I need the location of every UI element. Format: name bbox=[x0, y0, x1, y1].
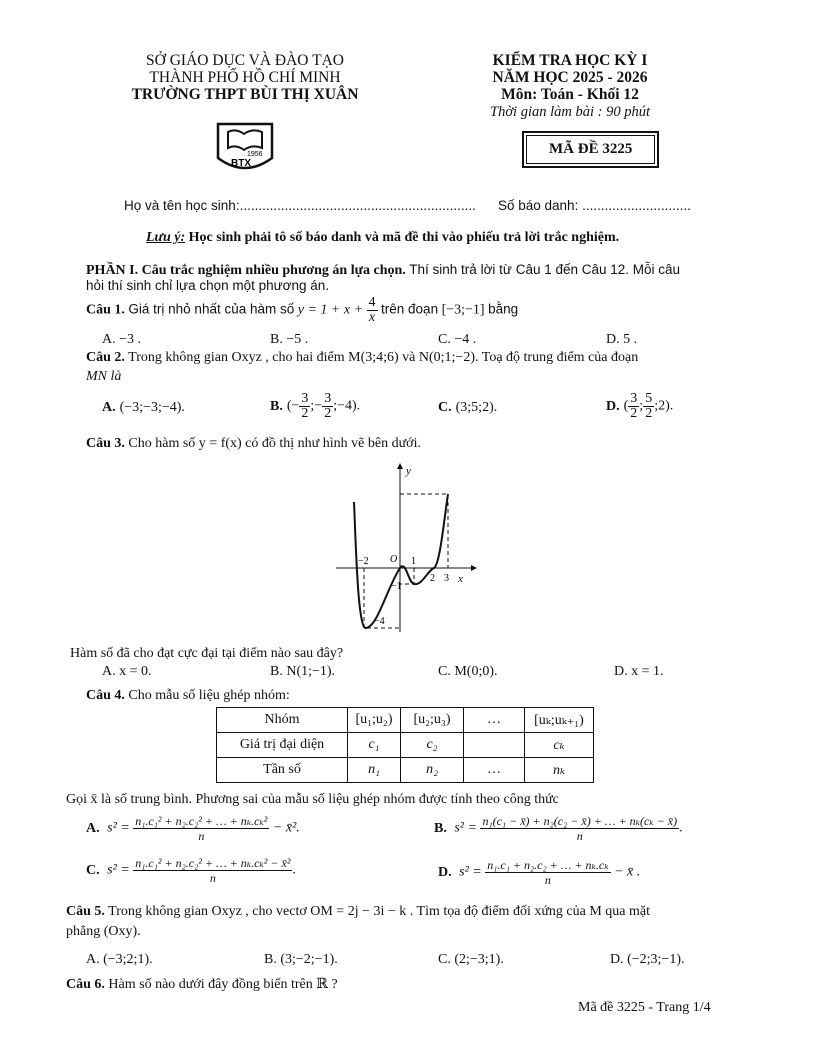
q3-option-b[interactable]: B. N(1;−1). bbox=[270, 664, 336, 679]
city-name: THÀNH PHỐ HỒ CHÍ MINH bbox=[149, 69, 341, 86]
q3-option-c[interactable]: C. M(0;0). bbox=[438, 664, 498, 679]
logo-text: BTX bbox=[231, 158, 251, 169]
table-row: Tần số n₁ n₂ … nₖ bbox=[217, 758, 594, 783]
tick-2: 2 bbox=[430, 573, 435, 584]
q4-option-c[interactable]: C. s² = $\frac{\text{n₁.c₁² + n₂.c₂² + … + nₖ.cₖ² − x̄²}}{n}$ . bbox=[86, 856, 296, 885]
q4-label: Câu 4. bbox=[86, 688, 125, 703]
q4-text: Cho mẫu số liệu ghép nhóm: bbox=[128, 688, 290, 703]
q2-line1: Trong không gian Oxyz , cho hai điểm M(3;4;6) và N(0;1;−2). Toạ độ trung điểm của đoạn bbox=[128, 350, 639, 365]
q1-function: y = 1 + x + bbox=[297, 302, 364, 318]
part1-text: Thí sinh trả lời từ Câu 1 đến Câu 12. Mỗi câu bbox=[405, 262, 681, 277]
q4-option-b[interactable]: B. s² = $\frac{\text{n₁(c₁ − x̄) + n₂(c₂ − x̄) + … + nₖ(cₖ − x̄)}}{n}$ . bbox=[434, 814, 683, 843]
student-id-field[interactable]: Số báo danh: ............................. bbox=[498, 198, 691, 213]
q1-option-d[interactable]: D. 5 . bbox=[606, 332, 638, 347]
note-text: Học sinh phải tô số báo danh và mã đề thi vào phiếu trả lời trắc nghiệm. bbox=[185, 230, 620, 245]
page-footer: Mã đề 3225 - Trang 1/4 bbox=[578, 1000, 711, 1015]
part1-intro bbox=[86, 262, 680, 279]
logo-year: 1956 bbox=[247, 151, 263, 158]
q1-text-c: bằng bbox=[488, 301, 519, 317]
y-axis-label: y bbox=[406, 465, 411, 477]
exam-title: KIỂM TRA HỌC KỲ I bbox=[492, 52, 648, 69]
q3-option-a[interactable]: A. x = 0. bbox=[102, 664, 152, 679]
question-2 bbox=[86, 350, 638, 366]
q2-option-b[interactable]: B. (− $\frac{3}{2}$ ;− $\frac{3}{2}$ ;−4). bbox=[270, 391, 361, 421]
q5-line1: Trong không gian Oxyz , cho vectơ OM = 2j − 3i − k . Tìm tọa độ điểm đối xứng của M qua mặt bbox=[108, 904, 650, 919]
q2-label: Câu 2. bbox=[86, 350, 125, 365]
part1-heading: PHẦN I. Câu trắc nghiệm nhiều phương án lựa chọn. bbox=[86, 263, 406, 278]
q3-function-graph bbox=[334, 460, 484, 636]
q3-text: Cho hàm số y = f(x) có đồ thị như hình vẽ bên dưới. bbox=[128, 436, 421, 451]
school-year: NĂM HỌC 2025 - 2026 bbox=[492, 69, 648, 86]
part1-text-2: hỏi thí sinh chỉ lựa chọn một phương án. bbox=[86, 278, 330, 293]
q1-fraction: $\frac{4}{x}$ bbox=[368, 295, 376, 325]
department-name: SỞ GIÁO DỤC VÀ ĐÀO TẠO bbox=[146, 52, 344, 69]
q5-option-d[interactable]: D. (−2;3;−1). bbox=[610, 952, 685, 967]
tick-minus-1: −1 bbox=[391, 581, 402, 592]
tick-1: 1 bbox=[411, 556, 416, 567]
table-row: Nhóm [u₁;u₂) [u₂;u₃) … [uₖ;uₖ₊₁) bbox=[217, 708, 594, 733]
q1-interval: [−3;−1] bbox=[441, 302, 485, 318]
q1-text-b: trên đoạn bbox=[381, 301, 439, 317]
question-5 bbox=[66, 904, 650, 920]
student-name-field[interactable]: Họ và tên học sinh:............................................................... bbox=[124, 198, 476, 213]
q1-option-a[interactable]: A. −3 . bbox=[102, 332, 142, 347]
tick-minus-2: −2 bbox=[358, 556, 369, 567]
exam-code-box bbox=[522, 131, 659, 168]
q5-option-a[interactable]: A. (−3;2;1). bbox=[86, 952, 153, 967]
header-left bbox=[120, 52, 370, 103]
q1-option-c[interactable]: C. −4 . bbox=[438, 332, 477, 347]
question-1 bbox=[86, 296, 518, 325]
x-axis-label: x bbox=[458, 573, 463, 585]
header-right bbox=[470, 52, 670, 103]
q1-text-a: Giá trị nhỏ nhất của hàm số bbox=[128, 301, 295, 317]
origin-label: O bbox=[390, 554, 398, 565]
q2-option-c[interactable]: C. (3;5;2). bbox=[438, 400, 498, 415]
exam-time: Thời gian làm bài : 90 phút bbox=[490, 104, 650, 120]
q5-option-c[interactable]: C. (2;−3;1). bbox=[438, 952, 504, 967]
q1-label: Câu 1. bbox=[86, 302, 125, 318]
q2-line2: MN là bbox=[86, 369, 122, 384]
q3-option-d[interactable]: D. x = 1. bbox=[614, 664, 664, 679]
q5-line2: phẳng (Oxy). bbox=[66, 924, 141, 939]
q6-text: Hàm số nào dưới đây đồng biến trên ℝ ? bbox=[108, 977, 338, 992]
question-3 bbox=[86, 436, 421, 452]
school-logo bbox=[214, 118, 276, 174]
q5-label: Câu 5. bbox=[66, 904, 105, 919]
note-label: Lưu ý: bbox=[146, 230, 186, 245]
q5-option-b[interactable]: B. (3;−2;−1). bbox=[264, 952, 338, 967]
q2-option-d[interactable]: D. ( $\frac{3}{2}$ ; $\frac{5}{2}$ ;2). bbox=[606, 391, 674, 421]
q4-question: Gọi x̄ là số trung bình. Phương sai của mẫu số liệu ghép nhóm được tính theo công thức bbox=[66, 792, 559, 807]
q4-option-a[interactable]: A. s² = $\frac{\text{n₁.c₁² + n₂.c₂² + … + nₖ.cₖ²}}{n}$ − x̄². bbox=[86, 814, 300, 843]
question-4 bbox=[86, 688, 290, 704]
school-name: TRƯỜNG THPT BÙI THỊ XUÂN bbox=[131, 86, 359, 103]
q3-label: Câu 3. bbox=[86, 436, 125, 451]
note bbox=[146, 230, 619, 246]
q4-option-d[interactable]: D. s² = $\frac{\text{n₁.c₁ + n₂.c₂ + … + nₖ.cₖ}}{n}$ − x̄ . bbox=[438, 858, 641, 887]
subject: Môn: Toán - Khối 12 bbox=[501, 86, 639, 103]
q6-label: Câu 6. bbox=[66, 977, 105, 992]
exam-code: MÃ ĐỀ 3225 bbox=[526, 135, 655, 164]
tick-minus-4: −4 bbox=[374, 616, 385, 627]
q3-question: Hàm số đã cho đạt cực đại tại điểm nào sau đây? bbox=[70, 646, 344, 661]
question-6 bbox=[66, 976, 338, 993]
grouped-data-table bbox=[216, 707, 594, 783]
guide-max bbox=[400, 494, 448, 568]
q2-option-a[interactable]: A. (−3;−3;−4). bbox=[102, 400, 185, 415]
table-row: Giá trị đại diện c₁ c₂ cₖ bbox=[217, 733, 594, 758]
q1-option-b[interactable]: B. −5 . bbox=[270, 332, 309, 347]
tick-3: 3 bbox=[444, 573, 449, 584]
